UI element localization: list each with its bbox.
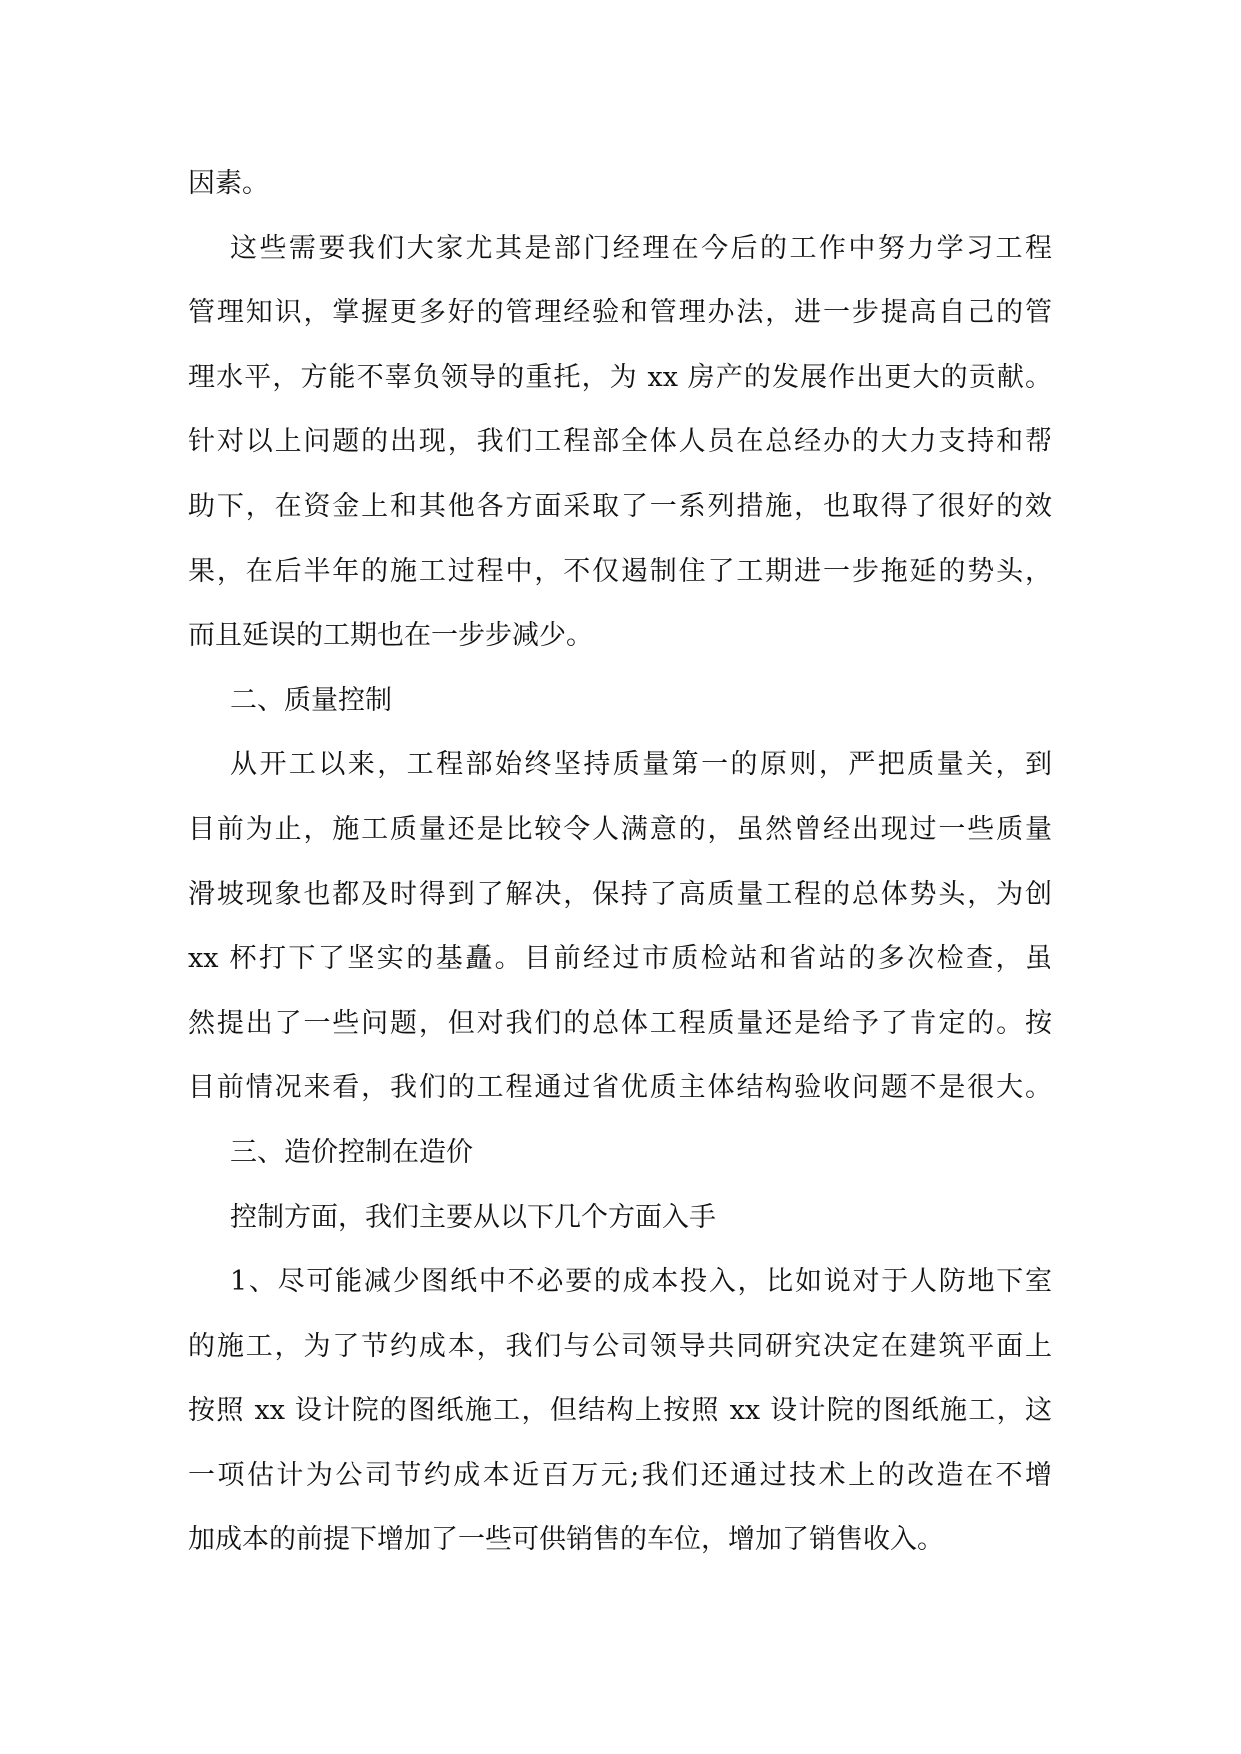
text-line: 助下，在资金上和其他各方面采取了一系列措施，也取得了很好的效 xyxy=(188,490,1052,522)
text-line: 的施工，为了节约成本，我们与公司领导共同研究决定在建筑平面上 xyxy=(188,1330,1052,1362)
text-line: 一项估计为公司节约成本近百万元;我们还通过技术上的改造在不增 xyxy=(188,1459,1052,1491)
text-line: 这些需要我们大家尤其是部门经理在今后的工作中努力学习工程 xyxy=(230,232,1052,264)
document-page xyxy=(188,162,1052,1583)
text-line: 从开工以来，工程部始终坚持质量第一的原则，严把质量关，到 xyxy=(230,749,1052,781)
text-line: 三、造价控制在造价 xyxy=(230,1136,473,1168)
text-line: 理水平，方能不辜负领导的重托，为 xx 房产的发展作出更大的贡献。 xyxy=(188,361,1052,393)
text-line: 而且延误的工期也在一步步减少。 xyxy=(188,620,593,652)
text-line: 目前情况来看，我们的工程通过省优质主体结构验收问题不是很大。 xyxy=(188,1072,1052,1104)
text-line: 然提出了一些问题，但对我们的总体工程质量还是给予了肯定的。按 xyxy=(188,1007,1052,1039)
text-line: 按照 xx 设计院的图纸施工，但结构上按照 xx 设计院的图纸施工，这 xyxy=(188,1395,1052,1427)
text-line: 因素。 xyxy=(188,168,269,199)
text-line: 1、尽可能减少图纸中不必要的成本投入，比如说对于人防地下室 xyxy=(230,1266,1052,1298)
text-line: 加成本的前提下增加了一些可供销售的车位，增加了销售收入。 xyxy=(188,1524,944,1556)
text-line: 针对以上问题的出现，我们工程部全体人员在总经办的大力支持和帮 xyxy=(188,426,1052,458)
text-line: 二、质量控制 xyxy=(230,684,392,716)
text-line: 目前为止，施工质量还是比较令人满意的，虽然曾经出现过一些质量 xyxy=(188,813,1052,845)
text-line: 管理知识，掌握更多好的管理经验和管理办法，进一步提高自己的管 xyxy=(188,297,1052,329)
text-line: 控制方面，我们主要从以下几个方面入手 xyxy=(230,1201,716,1233)
text-line: 滑坡现象也都及时得到了解决，保持了高质量工程的总体势头，为创 xyxy=(188,878,1052,910)
text-line: xx 杯打下了坚实的基矗。目前经过市质检站和省站的多次检查，虽 xyxy=(188,943,1052,975)
text-line: 果，在后半年的施工过程中，不仅遏制住了工期进一步拖延的势头， xyxy=(188,555,1052,587)
